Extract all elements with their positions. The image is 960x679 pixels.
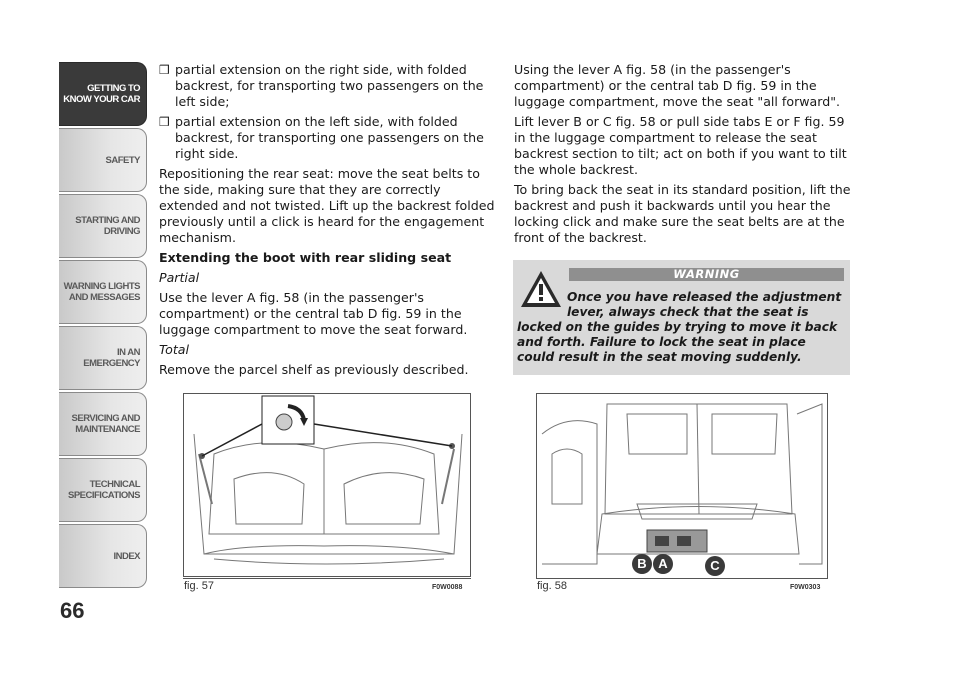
callout-b: B	[632, 554, 652, 574]
rear-seat-illustration	[184, 394, 470, 576]
figure-code: F0W0088	[432, 584, 463, 591]
list-item	[159, 62, 497, 110]
caption-rule	[183, 578, 471, 579]
subsection-label: Total	[159, 342, 189, 357]
caption-rule	[536, 578, 828, 579]
tab-in-an-emergency[interactable]: IN AN EMERGENCY	[59, 326, 147, 390]
checkbox-bullet-icon: ❒	[159, 63, 170, 77]
figure-caption: fig. 57	[184, 580, 214, 592]
warning-line-1: Once you have released the adjustment lever, always check that the seat is	[567, 290, 842, 319]
paragraph: Use the lever A fig. 58 (in the passenger's compartment) or the central tab D fig. 59 in the luggage compartment to move the seat forward.	[159, 290, 468, 337]
figure-code: F0W0303	[790, 584, 821, 591]
tab-technical-specifications[interactable]: TECHNICAL SPECIFICATIONS	[59, 458, 147, 522]
warning-text	[517, 290, 847, 365]
tab-starting-and-driving[interactable]: STARTING AND DRIVING	[59, 194, 147, 258]
callout-c: C	[705, 556, 725, 576]
paragraph: Remove the parcel shelf as previously described.	[159, 362, 469, 377]
figure-57-image	[183, 393, 471, 577]
paragraph: Lift lever B or C fig. 58 or pull side tabs E or F fig. 59 in the luggage compartment to release the seat backrest section to tilt; act on both if you want to tilt the whole backrest.	[514, 114, 847, 177]
figure-caption: fig. 58	[537, 580, 567, 592]
list-item	[159, 114, 497, 162]
bullet-text: partial extension on the left side, with folded backrest, for transporting one passengers on the right side.	[175, 114, 484, 161]
section-heading: Extending the boot with rear sliding seat	[159, 250, 452, 265]
tab-servicing-and-maintenance[interactable]: SERVICING AND MAINTENANCE	[59, 392, 147, 456]
tab-index[interactable]: INDEX	[59, 524, 147, 588]
warning-box	[513, 260, 850, 375]
left-column	[159, 62, 497, 382]
paragraph: Repositioning the rear seat: move the seat belts to the side, making sure that they are correctly extended and not twisted. Lift up the backrest folded previously until a click is heard for the engagement mechanism.	[159, 166, 495, 245]
callout-a: A	[653, 554, 673, 574]
paragraph: Using the lever A fig. 58 (in the passenger's compartment) or the central tab D fig. 59 in the luggage compartment, move the seat "all forward".	[514, 62, 841, 109]
checkbox-bullet-icon: ❒	[159, 115, 170, 129]
rear-seat-levers-illustration	[537, 394, 827, 578]
warning-title: WARNING	[569, 268, 844, 281]
page-number: 66	[60, 598, 85, 623]
subsection-label: Partial	[159, 270, 200, 285]
figure-58-image	[536, 393, 828, 579]
tab-getting-to-know-your-car[interactable]: GETTING TO KNOW YOUR CAR	[59, 62, 147, 126]
warning-line-rest: locked on the guides by trying to move it back and forth. Failure to lock the seat in place could result in the seat moving suddenly.	[517, 320, 838, 364]
bullet-text: partial extension on the right side, with folded backrest, for transporting two passengers on the left side;	[175, 62, 484, 109]
paragraph: To bring back the seat in its standard position, lift the backrest and push it backwards until you hear the locking click and make sure the seat belts are at the front of the backrest.	[514, 182, 851, 245]
tab-safety[interactable]: SAFETY	[59, 128, 147, 192]
right-column	[514, 62, 854, 250]
tab-warning-lights[interactable]: WARNING LIGHTS AND MESSAGES	[59, 260, 147, 324]
